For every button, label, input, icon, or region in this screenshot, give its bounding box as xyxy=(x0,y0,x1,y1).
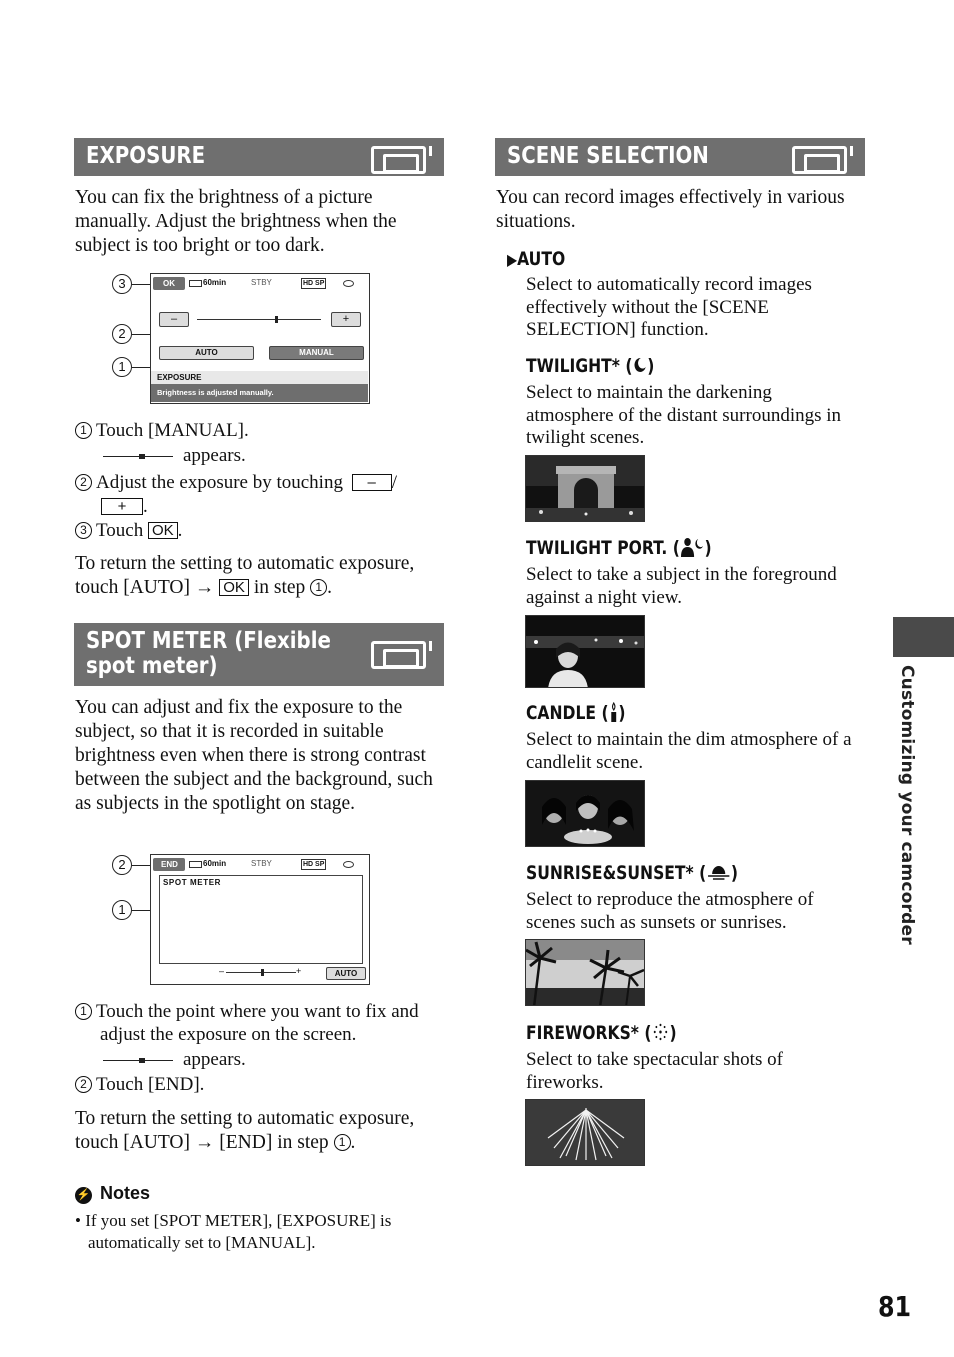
notes-heading: ⚡ Notes xyxy=(76,1183,151,1203)
sunset-photo xyxy=(525,939,645,1006)
minus-button[interactable]: – xyxy=(159,312,189,327)
scene-item-sunset-title: SUNRISE&SUNSET* ( ) xyxy=(526,862,738,884)
exposure-return-note: To return the setting to automatic exposure, touch [AUTO] → OK in step 1 . xyxy=(75,553,415,598)
exposure-step-2b: + . xyxy=(101,495,201,518)
twilight-photo xyxy=(525,455,645,522)
scene-item-candle-title: CANDLE ( ) xyxy=(526,702,626,724)
lcd-screen xyxy=(150,273,370,404)
ok-key: OK xyxy=(148,522,178,539)
arrow-icon: → xyxy=(194,577,215,598)
scene-item-twilight-title: TWILIGHT* ( ) xyxy=(526,355,655,377)
exposure-step-1: 1 Touch [MANUAL]. xyxy=(75,419,445,442)
spot-meter-intro: You can adjust and fix the exposure to the subject, so that it is recorded in suitable brightness even when there is strong contrast between the subject and the background, such as subjects in the spotlight on stage. xyxy=(75,697,433,814)
battery-icon xyxy=(189,280,202,287)
battery-icon xyxy=(189,861,202,868)
notes-icon: ⚡ xyxy=(75,1187,92,1204)
ok-key: OK xyxy=(219,579,249,596)
scene-item-sunset-desc: Select to reproduce the atmosphere of scenes such as sunsets or sunrises. xyxy=(526,889,814,933)
plus-key: + xyxy=(101,498,143,515)
sunset-icon xyxy=(706,862,731,882)
scene-selection-heading xyxy=(495,138,865,176)
ok-button[interactable]: OK xyxy=(153,277,185,290)
scene-item-auto-title: ▶AUTO xyxy=(507,248,566,270)
callout-2: 2 xyxy=(112,855,132,875)
exposure-heading xyxy=(74,138,444,176)
slider-bar-icon xyxy=(101,453,177,461)
minus-key: – xyxy=(352,474,392,491)
exposure-title: EXPOSURE xyxy=(86,143,206,169)
callout-1: 1 xyxy=(112,357,132,377)
plus-label: + xyxy=(296,966,302,976)
slider-bar-icon xyxy=(101,1057,177,1065)
camera-mode-icon xyxy=(371,146,426,174)
scene-item-twilight-port-desc: Select to take a subject in the foreground against a night view. xyxy=(526,564,837,608)
hint-bar: Brightness is adjusted manually. xyxy=(151,384,368,402)
media-icon xyxy=(343,861,354,868)
slider-knob[interactable] xyxy=(275,316,278,323)
scene-item-fireworks-desc: Select to take spectacular shots of fireworks. xyxy=(526,1049,783,1093)
scene-item-twilight-port-title: TWILIGHT PORT. ( ) xyxy=(526,537,712,559)
scene-intro: You can record images effectively in various situations. xyxy=(496,187,845,232)
quality-badge: HD SP xyxy=(303,861,325,868)
candle-icon xyxy=(609,702,619,722)
spot-meter-frame[interactable] xyxy=(159,875,363,964)
lcd-screen xyxy=(150,854,370,985)
auto-button[interactable]: AUTO xyxy=(326,967,366,980)
callout-2: 2 xyxy=(112,324,132,344)
spot-step-1: 1 Touch the point where you want to fix and adjust the exposure on the screen. xyxy=(75,1000,445,1046)
battery-remaining: 60min xyxy=(203,278,227,287)
person-moon-icon xyxy=(680,537,705,557)
end-button[interactable]: END xyxy=(153,858,185,871)
exposure-intro: You can fix the brightness of a picture manually. Adjust the brightness when the subject is too bright or too dark. xyxy=(75,187,397,256)
section-label: Customizing your camcorder xyxy=(897,665,917,945)
auto-button[interactable]: AUTO xyxy=(159,346,254,360)
camera-mode-icon xyxy=(371,641,426,669)
camera-mode-icon xyxy=(792,146,847,174)
scene-item-twilight-desc: Select to maintain the darkening atmosphere of the distant surroundings in twilight scenes. xyxy=(526,382,842,448)
plus-button[interactable]: + xyxy=(331,312,361,327)
spot-meter-heading xyxy=(74,623,444,686)
exposure-step-appears: appears. xyxy=(101,444,441,467)
quality-badge: HD SP xyxy=(303,280,325,287)
notes-item: • If you set [SPOT METER], [EXPOSURE] is automatically set to [MANUAL]. xyxy=(75,1211,392,1252)
section-tab xyxy=(893,617,954,657)
scene-item-fireworks-title: FIREWORKS* ( ) xyxy=(526,1022,677,1044)
fireworks-photo xyxy=(525,1099,645,1166)
twilight-portrait-photo xyxy=(525,615,645,688)
candle-photo xyxy=(525,780,645,847)
scene-item-candle-desc: Select to maintain the dim atmosphere of a candlelit scene. xyxy=(526,729,852,773)
scene-item-auto-desc: Select to automatically record images effectively without the [SCENE SELECTION] function. xyxy=(526,274,812,340)
callout-3: 3 xyxy=(112,274,132,294)
spot-return-note: To return the setting to automatic exposure, touch [AUTO] → [END] in step 1 . xyxy=(75,1108,415,1153)
standby-status: STBY xyxy=(251,859,272,868)
page-number: 81 xyxy=(878,1290,912,1323)
exposure-slider[interactable] xyxy=(197,319,321,320)
media-icon xyxy=(343,280,354,287)
exposure-step-3: 3 Touch OK . xyxy=(75,519,445,542)
moon-icon xyxy=(632,356,647,374)
callout-1: 1 xyxy=(112,900,132,920)
manual-button[interactable]: MANUAL xyxy=(269,346,364,360)
spot-meter-label: SPOT METER xyxy=(163,878,222,887)
spot-step-2: 2 Touch [END]. xyxy=(75,1073,445,1096)
standby-status: STBY xyxy=(251,278,272,287)
spot-meter-title-line1: SPOT METER (Flexible xyxy=(86,628,331,654)
arrow-icon: → xyxy=(194,1132,215,1153)
spot-step-appears: appears. xyxy=(101,1048,441,1071)
default-marker-icon: ▶ xyxy=(507,250,518,269)
spot-meter-title-line2: spot meter) xyxy=(86,653,218,679)
menu-title-bar: EXPOSURE xyxy=(151,371,368,384)
minus-label: – xyxy=(219,966,225,976)
slider-knob[interactable] xyxy=(261,969,264,976)
battery-remaining: 60min xyxy=(203,859,227,868)
exposure-step-2: 2 Adjust the exposure by touching – / xyxy=(75,471,445,494)
fireworks-icon xyxy=(651,1022,669,1042)
scene-selection-title: SCENE SELECTION xyxy=(507,143,709,169)
